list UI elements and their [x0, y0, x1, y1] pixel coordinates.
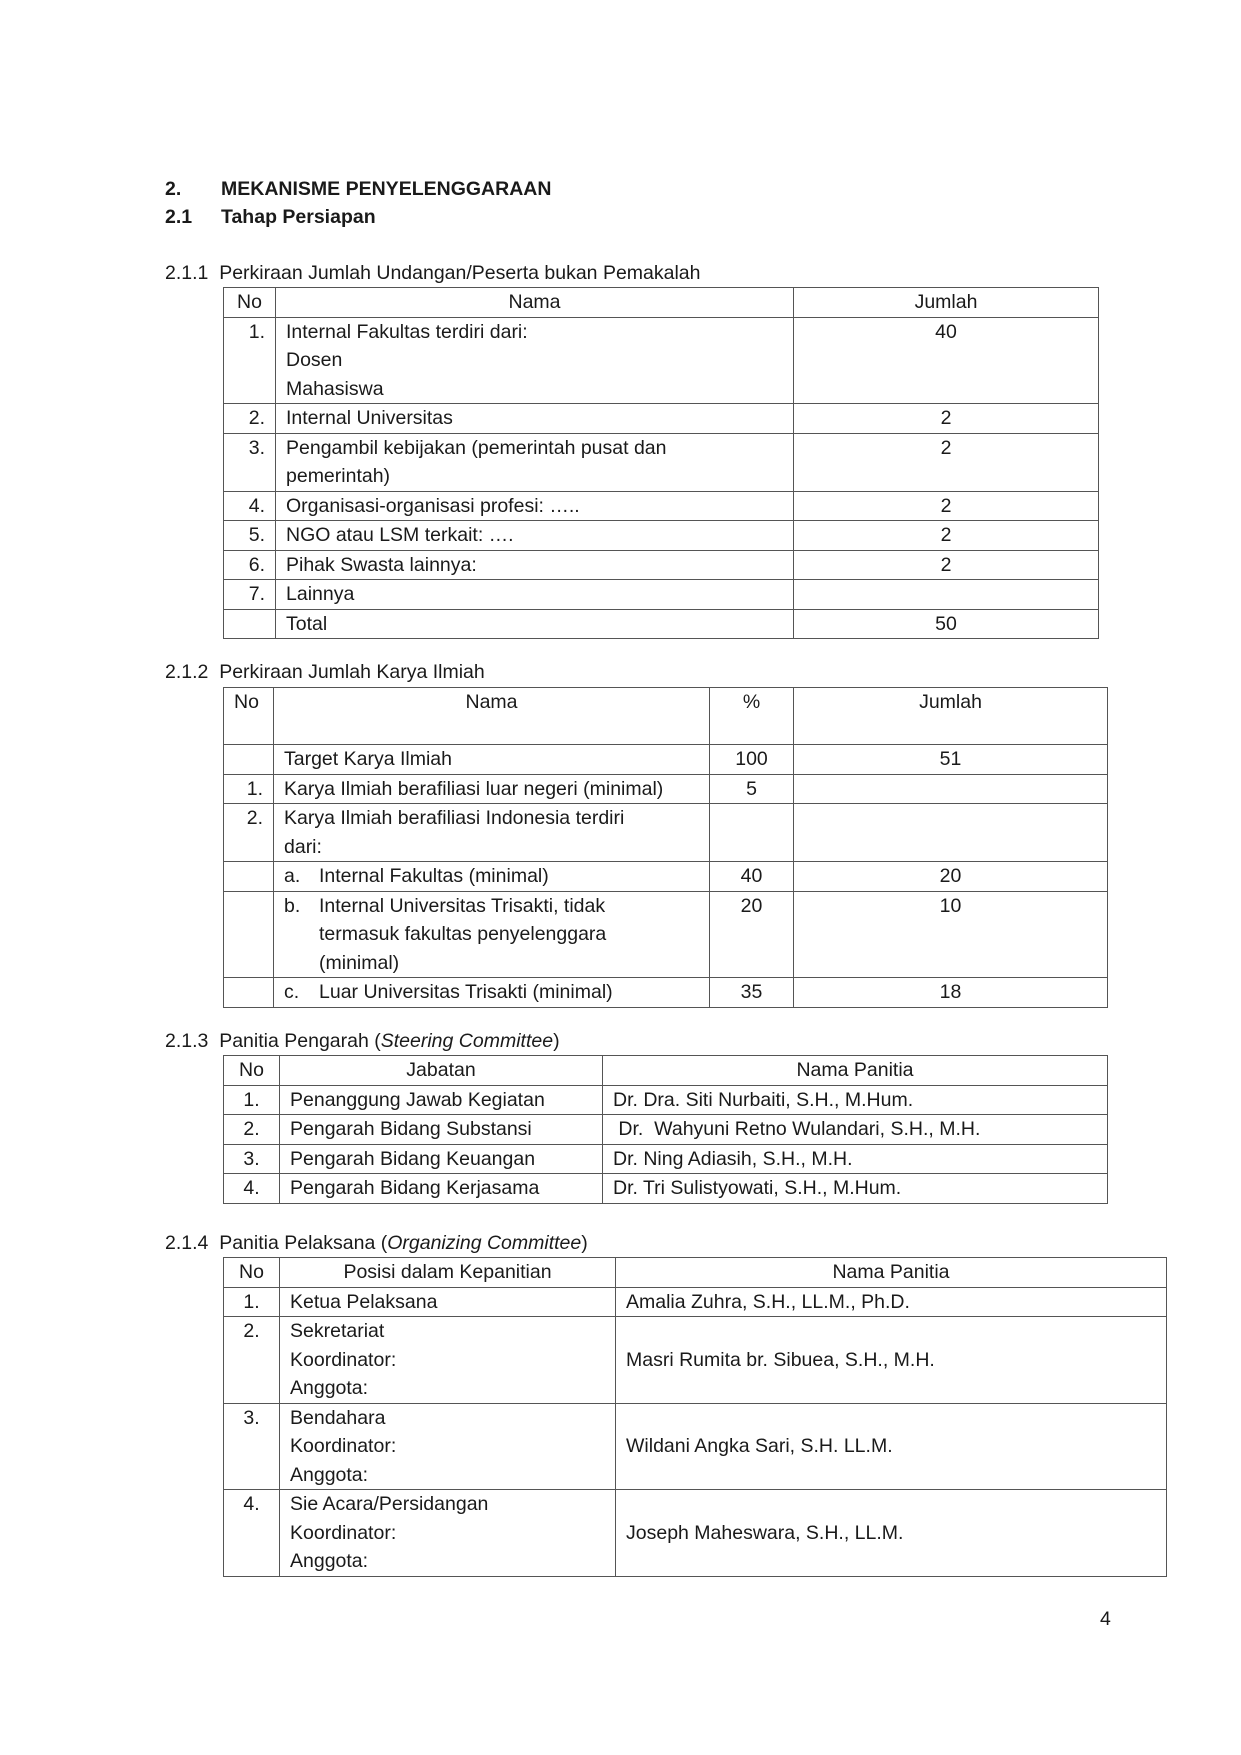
- row-percent: 40: [710, 862, 794, 892]
- table-row: [224, 433, 1099, 491]
- row-no: 1.: [224, 317, 276, 404]
- row-nama: Total: [276, 609, 794, 639]
- row-nama-panitia: Amalia Zuhra, S.H., LL.M., Ph.D.: [616, 1287, 1167, 1317]
- row-posisi: Bendahara Koordinator: Anggota:: [280, 1403, 616, 1490]
- row-jabatan: Pengarah Bidang Keuangan: [280, 1144, 603, 1174]
- row-nama: Karya Ilmiah berafiliasi luar negeri (minimal): [274, 774, 710, 804]
- row-no: [224, 978, 274, 1008]
- row-nama: Target Karya Ilmiah: [274, 745, 710, 775]
- header-nama-panitia: Nama Panitia: [603, 1056, 1108, 1086]
- table-row: [224, 491, 1099, 521]
- row-nama: Internal Fakultas (minimal): [319, 865, 549, 887]
- row-jumlah: 20: [794, 862, 1108, 892]
- table-row: [224, 1085, 1108, 1115]
- row-letter: b.: [284, 894, 301, 917]
- row-no: 1.: [224, 1287, 280, 1317]
- row-jumlah: 40: [794, 317, 1099, 404]
- header-no: No: [224, 688, 274, 745]
- row-no: [224, 862, 274, 892]
- table-3-caption: [165, 1030, 560, 1053]
- section-number: 2.: [165, 178, 182, 200]
- row-no: 4.: [224, 1490, 280, 1577]
- row-nama: Internal Universitas: [276, 404, 794, 434]
- page-number: 4: [1100, 1608, 1111, 1630]
- table-header-row: [224, 288, 1099, 318]
- row-no: [224, 891, 274, 978]
- row-nama: Luar Universitas Trisakti (minimal): [319, 981, 613, 1003]
- row-no: 2.: [224, 404, 276, 434]
- table-row: [224, 1490, 1167, 1577]
- row-percent: [710, 804, 794, 862]
- row-nama-panitia: Dr. Wahyuni Retno Wulandari, S.H., M.H.: [603, 1115, 1108, 1145]
- row-percent: 20: [710, 891, 794, 978]
- row-nama-panitia: Dr. Tri Sulistyowati, S.H., M.Hum.: [603, 1174, 1108, 1204]
- row-no: 5.: [224, 521, 276, 551]
- caption-english: Organizing Committee: [387, 1232, 582, 1254]
- row-jabatan: Pengarah Bidang Kerjasama: [280, 1174, 603, 1204]
- subsection-number: 2.1: [165, 206, 193, 228]
- table-row: [224, 550, 1099, 580]
- row-no: [224, 745, 274, 775]
- row-no: 1.: [224, 1085, 280, 1115]
- header-nama: Nama: [274, 688, 710, 745]
- row-nama-cell: [274, 862, 710, 892]
- row-percent: 35: [710, 978, 794, 1008]
- row-jumlah: [794, 580, 1099, 610]
- row-nama: Karya Ilmiah berafiliasi Indonesia terdiri dari:: [274, 804, 710, 862]
- karya-ilmiah-table: [223, 687, 1108, 1008]
- row-jumlah: 18: [794, 978, 1108, 1008]
- row-no: 4.: [224, 491, 276, 521]
- row-nama-cell: [274, 978, 710, 1008]
- table-1-caption: 2.1.1 Perkiraan Jumlah Undangan/Peserta bukan Pemakalah: [165, 262, 701, 284]
- header-posisi: Posisi dalam Kepanitian: [280, 1258, 616, 1288]
- table-row: [224, 1115, 1108, 1145]
- row-posisi: Sie Acara/Persidangan Koordinator: Anggota:: [280, 1490, 616, 1577]
- row-jumlah: 2: [794, 433, 1099, 491]
- header-jumlah: Jumlah: [794, 688, 1108, 745]
- table-4-caption: [165, 1232, 588, 1255]
- row-jumlah: 51: [794, 745, 1108, 775]
- table-row: [224, 804, 1108, 862]
- table-row: [224, 862, 1108, 892]
- section-title: MEKANISME PENYELENGGARAAN: [221, 178, 552, 200]
- header-no: No: [224, 1056, 280, 1086]
- caption-english: Steering Committee: [380, 1030, 554, 1052]
- row-nama: Internal Universitas Trisakti, tidak termasuk fakultas penyelenggara (minimal): [319, 894, 607, 974]
- row-no: 2.: [224, 1317, 280, 1404]
- row-jabatan: Pengarah Bidang Substansi: [280, 1115, 603, 1145]
- row-nama-panitia: Wildani Angka Sari, S.H. LL.M.: [616, 1403, 1167, 1490]
- header-nama: Nama: [276, 288, 794, 318]
- participants-table: [223, 287, 1099, 639]
- header-percent: %: [710, 688, 794, 745]
- table-header-row: [224, 688, 1108, 745]
- header-jumlah: Jumlah: [794, 288, 1099, 318]
- organizing-committee-table: [223, 1257, 1167, 1577]
- table-row: [224, 1403, 1167, 1490]
- row-nama-panitia: Dr. Ning Adiasih, S.H., M.H.: [603, 1144, 1108, 1174]
- header-no: No: [224, 1258, 280, 1288]
- table-header-row: [224, 1056, 1108, 1086]
- row-nama: Internal Fakultas terdiri dari: Dosen Mahasiswa: [276, 317, 794, 404]
- row-posisi: Sekretariat Koordinator: Anggota:: [280, 1317, 616, 1404]
- row-nama: Lainnya: [276, 580, 794, 610]
- steering-committee-table: [223, 1055, 1108, 1204]
- row-no: 2.: [224, 804, 274, 862]
- row-nama-panitia: Dr. Dra. Siti Nurbaiti, S.H., M.Hum.: [603, 1085, 1108, 1115]
- row-percent: 100: [710, 745, 794, 775]
- header-jabatan: Jabatan: [280, 1056, 603, 1086]
- row-nama: NGO atau LSM terkait: ….: [276, 521, 794, 551]
- row-nama-cell: [274, 891, 710, 978]
- row-nama-panitia: Joseph Maheswara, S.H., LL.M.: [616, 1490, 1167, 1577]
- caption-close: ): [553, 1030, 560, 1052]
- row-percent: 5: [710, 774, 794, 804]
- table-header-row: [224, 1258, 1167, 1288]
- row-jumlah: 2: [794, 521, 1099, 551]
- table-row: [224, 978, 1108, 1008]
- row-no: 2.: [224, 1115, 280, 1145]
- row-no: 1.: [224, 774, 274, 804]
- row-no: 6.: [224, 550, 276, 580]
- table-row: [224, 1317, 1167, 1404]
- caption-close: ): [581, 1232, 588, 1254]
- table-row: [224, 1174, 1108, 1204]
- row-jumlah: 2: [794, 491, 1099, 521]
- row-letter: c.: [284, 981, 300, 1003]
- table-row: [224, 1287, 1167, 1317]
- row-nama: Organisasi-organisasi profesi: …..: [276, 491, 794, 521]
- row-letter: a.: [284, 865, 301, 887]
- subsection-title: Tahap Persiapan: [221, 206, 376, 228]
- row-jumlah: [794, 774, 1108, 804]
- row-jumlah: 10: [794, 891, 1108, 978]
- row-jabatan: Penanggung Jawab Kegiatan: [280, 1085, 603, 1115]
- table-row: [224, 1144, 1108, 1174]
- table-row: [224, 521, 1099, 551]
- row-no: 3.: [224, 433, 276, 491]
- row-nama-panitia: Masri Rumita br. Sibuea, S.H., M.H.: [616, 1317, 1167, 1404]
- header-no: No: [224, 288, 276, 318]
- row-nama: Pengambil kebijakan (pemerintah pusat dan pemerintah): [276, 433, 794, 491]
- table-row: [224, 317, 1099, 404]
- table-2-caption: 2.1.2 Perkiraan Jumlah Karya Ilmiah: [165, 661, 485, 683]
- row-jumlah: 2: [794, 550, 1099, 580]
- row-jumlah: 50: [794, 609, 1099, 639]
- caption-text: 2.1.4 Panitia Pelaksana (: [165, 1232, 388, 1254]
- table-row: [224, 774, 1108, 804]
- caption-text: 2.1.3 Panitia Pengarah (: [165, 1030, 381, 1052]
- row-nama: Pihak Swasta lainnya:: [276, 550, 794, 580]
- row-no: 3.: [224, 1144, 280, 1174]
- table-row: [224, 580, 1099, 610]
- row-no: 3.: [224, 1403, 280, 1490]
- table-row: [224, 891, 1108, 978]
- header-nama-panitia: Nama Panitia: [616, 1258, 1167, 1288]
- row-jumlah: 2: [794, 404, 1099, 434]
- row-posisi: Ketua Pelaksana: [280, 1287, 616, 1317]
- table-row: [224, 745, 1108, 775]
- row-jumlah: [794, 804, 1108, 862]
- row-no: 7.: [224, 580, 276, 610]
- table-row: [224, 404, 1099, 434]
- row-no: [224, 609, 276, 639]
- table-total-row: [224, 609, 1099, 639]
- row-no: 4.: [224, 1174, 280, 1204]
